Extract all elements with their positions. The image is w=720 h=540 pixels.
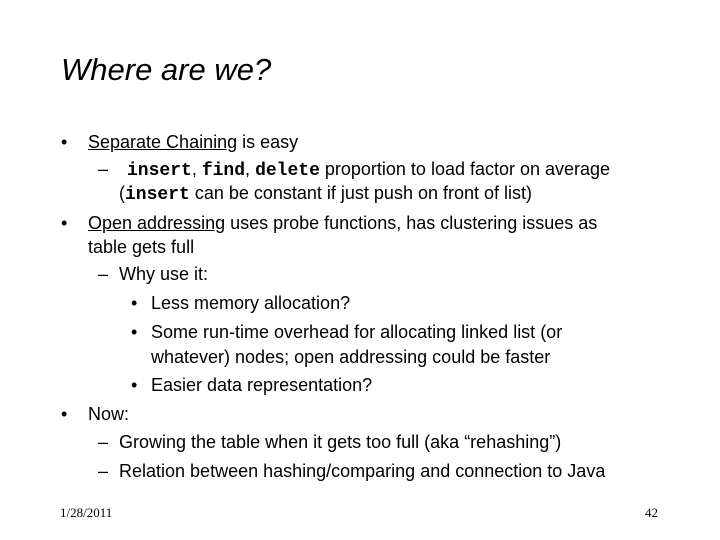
subsub-bullet-memory: Less memory allocation?: [151, 293, 351, 313]
separator: ,: [245, 159, 256, 179]
sub-bullet-java: Relation between hashing/comparing and connection to Java: [119, 461, 606, 481]
bullet-text: is easy: [237, 132, 299, 152]
sub-bullet-text: can be constant if just push on front of list): [189, 183, 532, 203]
bullet-marker: •: [61, 132, 68, 152]
subsub-bullet-marker: •: [131, 375, 138, 395]
bullet-marker: •: [61, 404, 68, 424]
subsub-bullet-marker: •: [131, 322, 138, 342]
sub-bullet-marker: –: [98, 461, 109, 481]
subsub-bullet-representation: Easier data representation?: [151, 375, 373, 395]
sub-bullet-marker: –: [98, 432, 109, 452]
sub-bullet-operations: [127, 157, 610, 183]
bullet-now: Now:: [88, 404, 130, 424]
sub-bullet-marker: –: [98, 159, 109, 179]
code-insert: insert: [125, 185, 190, 205]
sub-bullet-continuation: [119, 181, 532, 207]
subsub-bullet-overhead: Some run-time overhead for allocating linked list (or: [151, 322, 563, 342]
sub-bullet-marker: –: [98, 264, 109, 284]
bullet-separate-chaining: [88, 130, 298, 154]
sub-bullet-text: proportion to load factor on average: [319, 159, 611, 179]
subsub-bullet-continuation: whatever) nodes; open addressing could be faster: [151, 347, 551, 367]
term-separate-chaining: Separate Chaining: [88, 132, 238, 152]
footer-date: 1/28/2011: [60, 505, 113, 520]
term-open-addressing: Open addressing: [88, 213, 226, 233]
bullet-continuation: table gets full: [88, 237, 195, 257]
code-find: find: [201, 161, 246, 181]
slide-title: Where are we?: [61, 52, 272, 87]
bullet-marker: •: [61, 213, 68, 233]
bullet-text: uses probe functions, has clustering issues as: [225, 213, 598, 233]
sub-bullet-why-use-it: Why use it:: [119, 264, 209, 284]
code-delete: delete: [255, 161, 320, 181]
page-number: 42: [645, 505, 658, 520]
code-insert: insert: [127, 161, 192, 181]
sub-bullet-rehashing: Growing the table when it gets too full (aka “rehashing”): [119, 432, 562, 452]
separator: ,: [191, 159, 202, 179]
subsub-bullet-marker: •: [131, 293, 138, 313]
paren-open: (: [119, 183, 125, 203]
bullet-open-addressing: [88, 211, 597, 235]
